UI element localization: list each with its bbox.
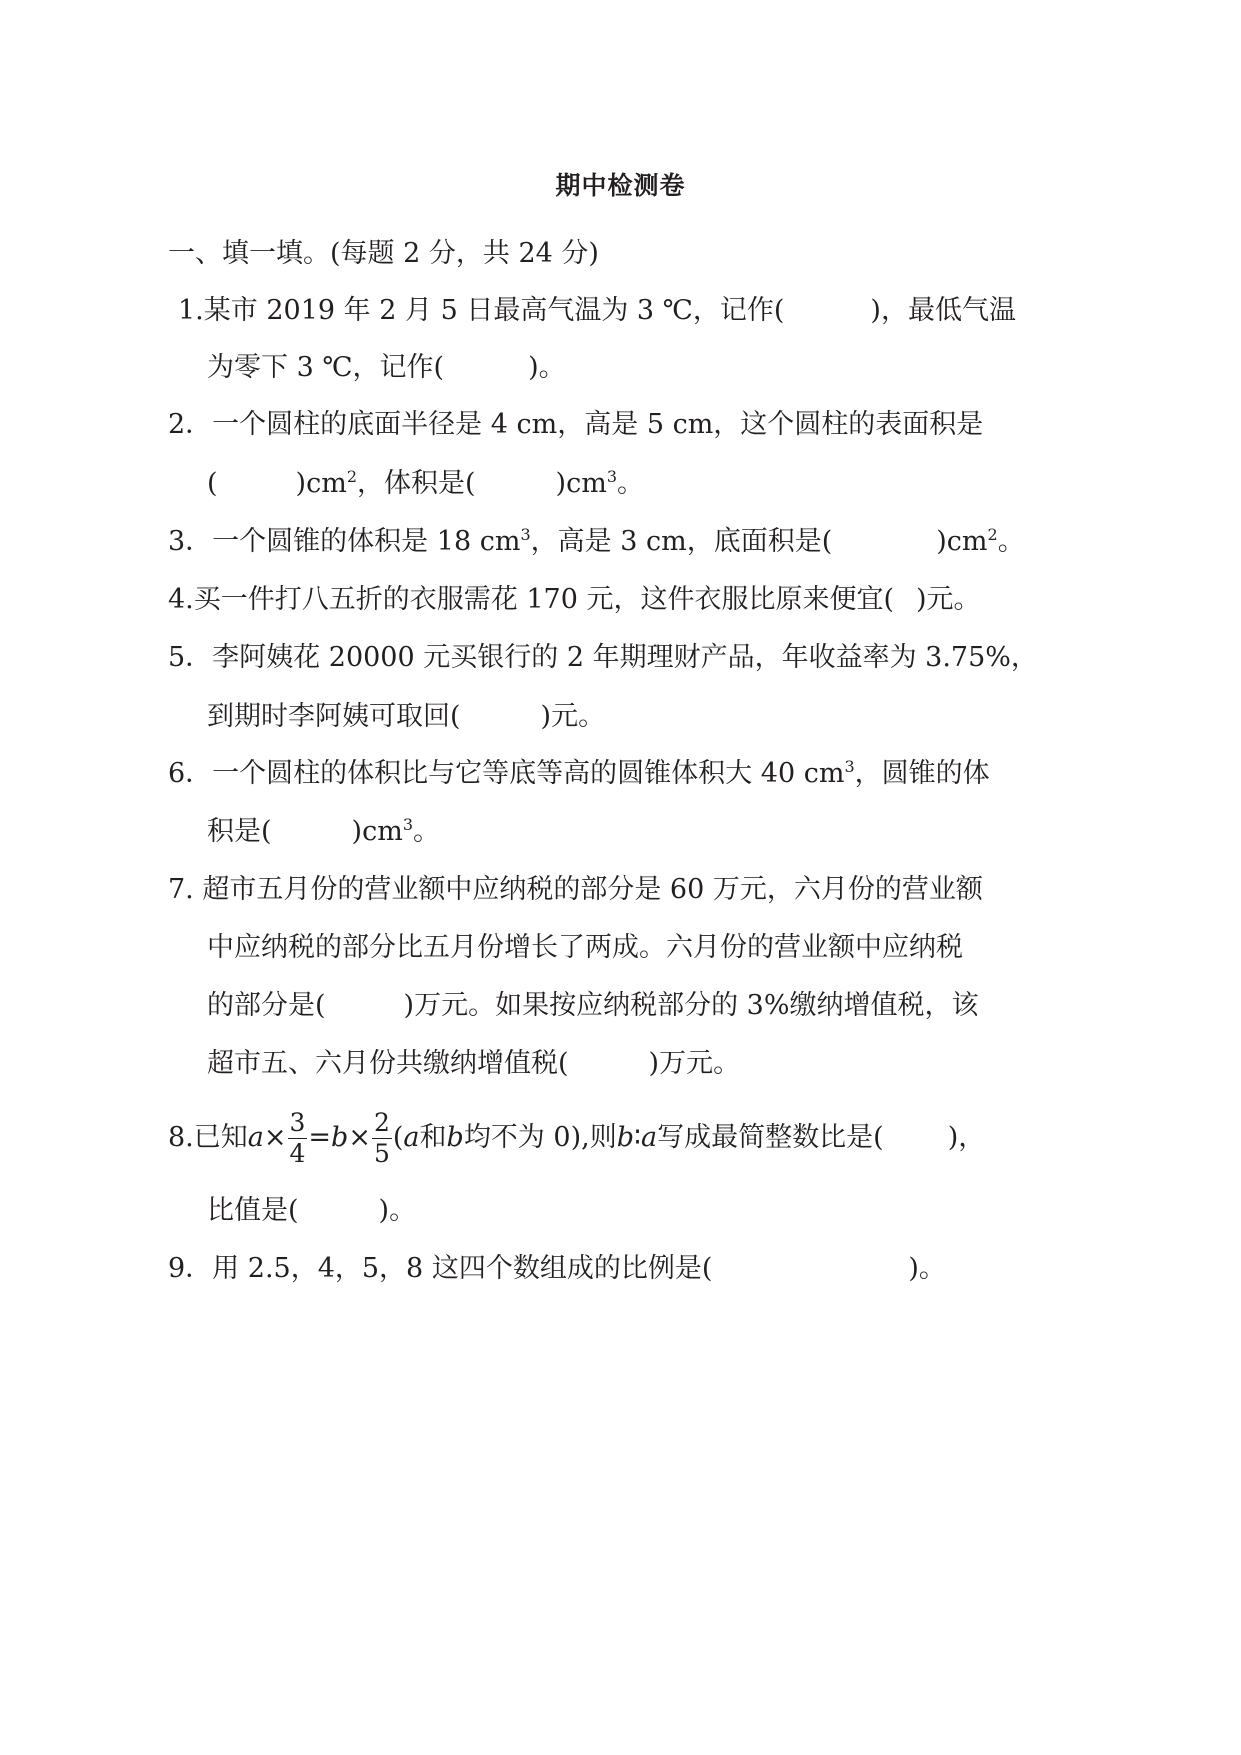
question-7-line-4 (207, 1046, 740, 1082)
q6-text-b: ，圆锥的体 (854, 758, 990, 789)
q5-text-b: )元。 (540, 701, 606, 732)
page-title: 期中检测卷 (555, 171, 686, 200)
q3-sup-2: 2 (987, 525, 998, 544)
q8-times-1: × (263, 1122, 287, 1153)
q8-var-a-3: a (641, 1122, 658, 1153)
q6-text-e: 。 (413, 816, 440, 847)
section-heading: 一、填一填。(每题 2 分，共 24 分) (168, 238, 599, 269)
q6-text-a: 6．一个圆柱的体积比与它等底等高的圆锥体积大 40 cm (168, 758, 845, 789)
q2-text-c: ，体积是( (357, 468, 476, 499)
q2-text-e: 。 (617, 468, 644, 499)
q8-f1-numerator: 3 (289, 1108, 306, 1137)
q8-equals: = (308, 1122, 332, 1153)
q1-text-d: )。 (528, 352, 566, 383)
q3-text-a: 3．一个圆锥的体积是 18 cm (168, 526, 521, 557)
question-9 (168, 1251, 946, 1287)
q7-text-a: 的部分是( (207, 990, 326, 1021)
q8-var-a-2: a (403, 1122, 420, 1153)
q7-text-d: )万元。 (648, 1048, 741, 1079)
q1-text-b: )，最低气温 (870, 295, 1016, 326)
q8-var-b: b (331, 1122, 349, 1153)
question-2-line-1: 2．一个圆柱的底面半径是 4 cm，高是 5 cm，这个圆柱的表面积是 (168, 409, 984, 440)
q2-sup-2: 2 (346, 467, 357, 486)
q8-text-d: )。 (378, 1195, 417, 1226)
q7-text-b: )万元。如果按应纳税部分的 3%缴纳增值税，该 (403, 990, 979, 1021)
question-7-line-2: 中应纳税的部分比五月份增长了两成。六月份的营业额中应纳税 (207, 932, 963, 963)
q8-var-b-3: b (616, 1122, 634, 1153)
question-4 (168, 582, 981, 618)
question-7-line-1: 7. 超市五月份的营业额中应纳税的部分是 60 万元，六月份的营业额 (168, 874, 983, 905)
q5-text-a: 到期时李阿姨可取回( (207, 701, 461, 732)
question-6-line-1 (168, 756, 990, 792)
question-5-line-1: 5．李阿姨花 20000 元买银行的 2 年期理财产品，年收益率为 3.75%， (168, 642, 1038, 673)
q8-paren: ( (392, 1122, 404, 1153)
q3-text-b: ，高是 3 cm，底面积是( (530, 526, 833, 557)
q8-prefix: 8.已知 (168, 1122, 248, 1153)
q6-text-d: )cm (351, 816, 403, 847)
question-5-line-2 (207, 699, 605, 735)
q1-text-c: 为零下 3 ℃，记作( (207, 352, 445, 383)
q8-fraction-3-4 (288, 1108, 308, 1169)
q8-var-b-2: b (446, 1122, 464, 1153)
q6-sup-3b: 3 (402, 815, 413, 834)
q4-text-b: )元。 (916, 584, 981, 615)
q8-tail-b: )， (947, 1122, 986, 1153)
q3-sup-3: 3 (520, 525, 531, 544)
q8-colon: ∶ (634, 1122, 642, 1153)
q8-times-2: × (348, 1122, 371, 1153)
question-3 (168, 524, 1025, 560)
question-8-line-1 (168, 1108, 985, 1169)
q8-tail-a: 写成最简整数比是( (657, 1122, 884, 1153)
q8-text-c: 比值是( (207, 1195, 299, 1226)
q8-f1-denominator: 4 (289, 1139, 306, 1168)
q9-text-a: 9．用 2.5，4，5，8 这四个数组成的比例是( (168, 1253, 713, 1284)
question-7-line-3 (207, 988, 979, 1024)
question-2-line-2 (207, 466, 644, 502)
q8-f2-denominator: 5 (373, 1139, 390, 1168)
question-8-line-2 (207, 1193, 416, 1229)
q2-sup-3: 3 (606, 467, 617, 486)
q2-text-d: )cm (555, 468, 607, 499)
q3-text-d: 。 (997, 526, 1025, 557)
q8-fraction-2-5 (372, 1108, 392, 1169)
q9-text-b: )。 (908, 1253, 946, 1284)
question-1-line-1 (178, 293, 1016, 329)
question-1-line-2 (207, 350, 566, 386)
q2-text-b: )cm (295, 468, 347, 499)
q4-text-a: 4.买一件打八五折的衣服需花 170 元，这件衣服比原来便宜( (168, 584, 894, 615)
q3-text-c: )cm (936, 526, 988, 557)
q8-mid-2: 均不为 0),则 (463, 1122, 617, 1153)
q6-text-c: 积是( (207, 816, 272, 847)
q2-text-a: ( (207, 468, 218, 499)
q7-text-c: 超市五、六月份共缴纳增值税( (207, 1048, 569, 1079)
question-6-line-2 (207, 814, 440, 850)
q6-sup-3: 3 (844, 757, 855, 776)
q8-mid-1: 和 (419, 1122, 447, 1153)
q1-text-a: 1.某市 2019 年 2 月 5 日最高气温为 3 ℃，记作( (178, 295, 785, 326)
q8-var-a: a (247, 1122, 264, 1153)
q8-f2-numerator: 2 (373, 1108, 390, 1137)
